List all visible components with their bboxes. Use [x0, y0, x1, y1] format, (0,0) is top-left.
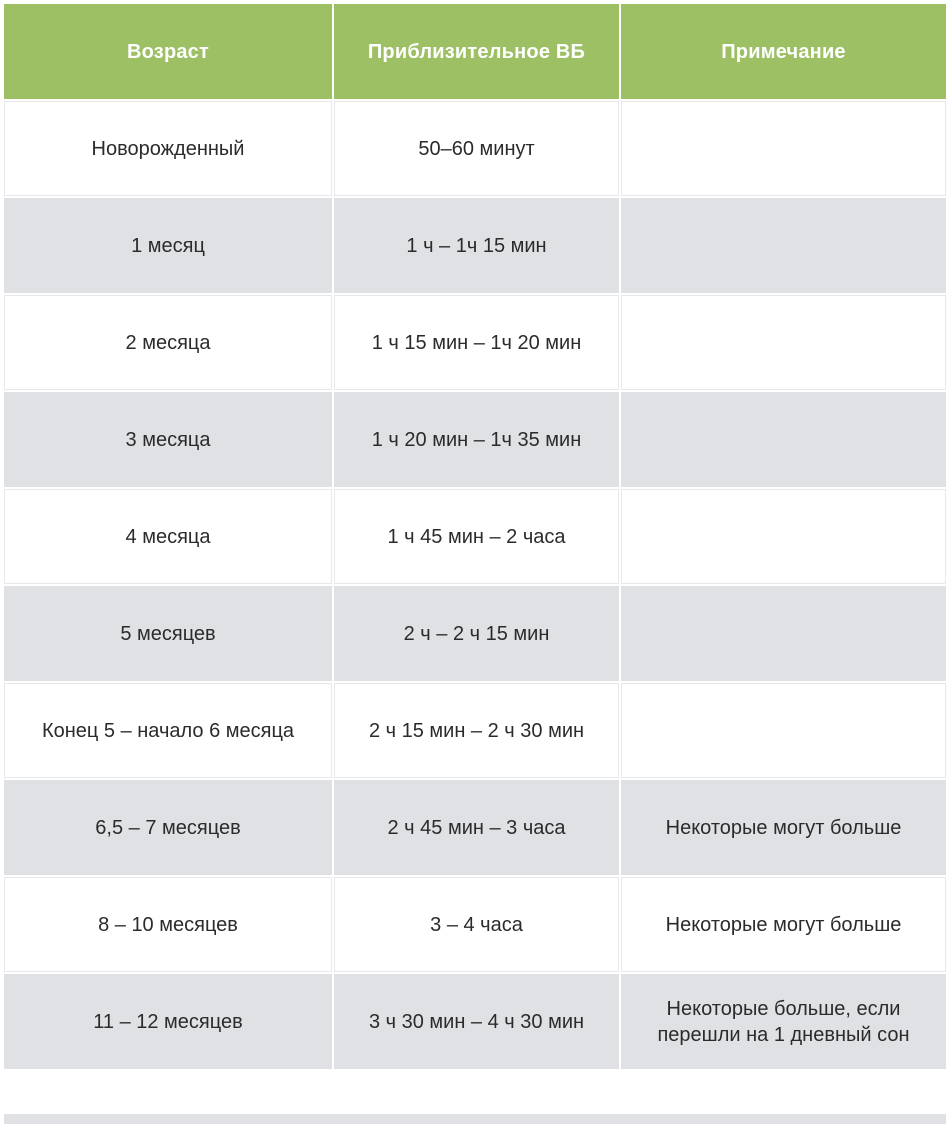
- cell-wake-time: 2 ч – 2 ч 15 мин: [334, 586, 619, 681]
- header-wake-time: Приблизительное ВБ: [334, 4, 619, 99]
- cell-age: 4 месяца: [4, 489, 332, 584]
- table-footer-bar: [4, 1114, 946, 1124]
- cell-note: [621, 392, 946, 487]
- cell-note: [621, 586, 946, 681]
- cell-age: 3 месяца: [4, 392, 332, 487]
- cell-age: 8 – 10 месяцев: [4, 877, 332, 972]
- cell-note: [621, 101, 946, 196]
- table-header-row: [4, 4, 946, 99]
- table-row: [4, 392, 946, 487]
- cell-wake-time: 1 ч – 1ч 15 мин: [334, 198, 619, 293]
- cell-age: Конец 5 – начало 6 месяца: [4, 683, 332, 778]
- table-row: [4, 489, 946, 584]
- cell-age: 6,5 – 7 месяцев: [4, 780, 332, 875]
- cell-age: 1 месяц: [4, 198, 332, 293]
- cell-note: [621, 489, 946, 584]
- cell-note: Некоторые больше, если перешли на 1 дневный сон: [621, 974, 946, 1069]
- wake-time-table: [4, 4, 946, 1071]
- table-row: [4, 780, 946, 875]
- cell-note: Некоторые могут больше: [621, 877, 946, 972]
- header-age: Возраст: [4, 4, 332, 99]
- cell-wake-time: 3 ч 30 мин – 4 ч 30 мин: [334, 974, 619, 1069]
- cell-note: [621, 683, 946, 778]
- cell-wake-time: 2 ч 15 мин – 2 ч 30 мин: [334, 683, 619, 778]
- cell-note: Некоторые могут больше: [621, 780, 946, 875]
- cell-wake-time: 3 – 4 часа: [334, 877, 619, 972]
- cell-wake-time: 1 ч 15 мин – 1ч 20 мин: [334, 295, 619, 390]
- table-row: [4, 877, 946, 972]
- cell-age: 2 месяца: [4, 295, 332, 390]
- cell-wake-time: 50–60 минут: [334, 101, 619, 196]
- table-row: [4, 198, 946, 293]
- table-row: [4, 101, 946, 196]
- cell-wake-time: 1 ч 20 мин – 1ч 35 мин: [334, 392, 619, 487]
- table-row: [4, 586, 946, 681]
- cell-age: Новорожденный: [4, 101, 332, 196]
- cell-note: [621, 198, 946, 293]
- cell-wake-time: 1 ч 45 мин – 2 часа: [334, 489, 619, 584]
- table-row: [4, 974, 946, 1069]
- table-row: [4, 295, 946, 390]
- table-row: [4, 683, 946, 778]
- cell-wake-time: 2 ч 45 мин – 3 часа: [334, 780, 619, 875]
- header-note: Примечание: [621, 4, 946, 99]
- cell-age: 5 месяцев: [4, 586, 332, 681]
- cell-note: [621, 295, 946, 390]
- cell-age: 11 – 12 месяцев: [4, 974, 332, 1069]
